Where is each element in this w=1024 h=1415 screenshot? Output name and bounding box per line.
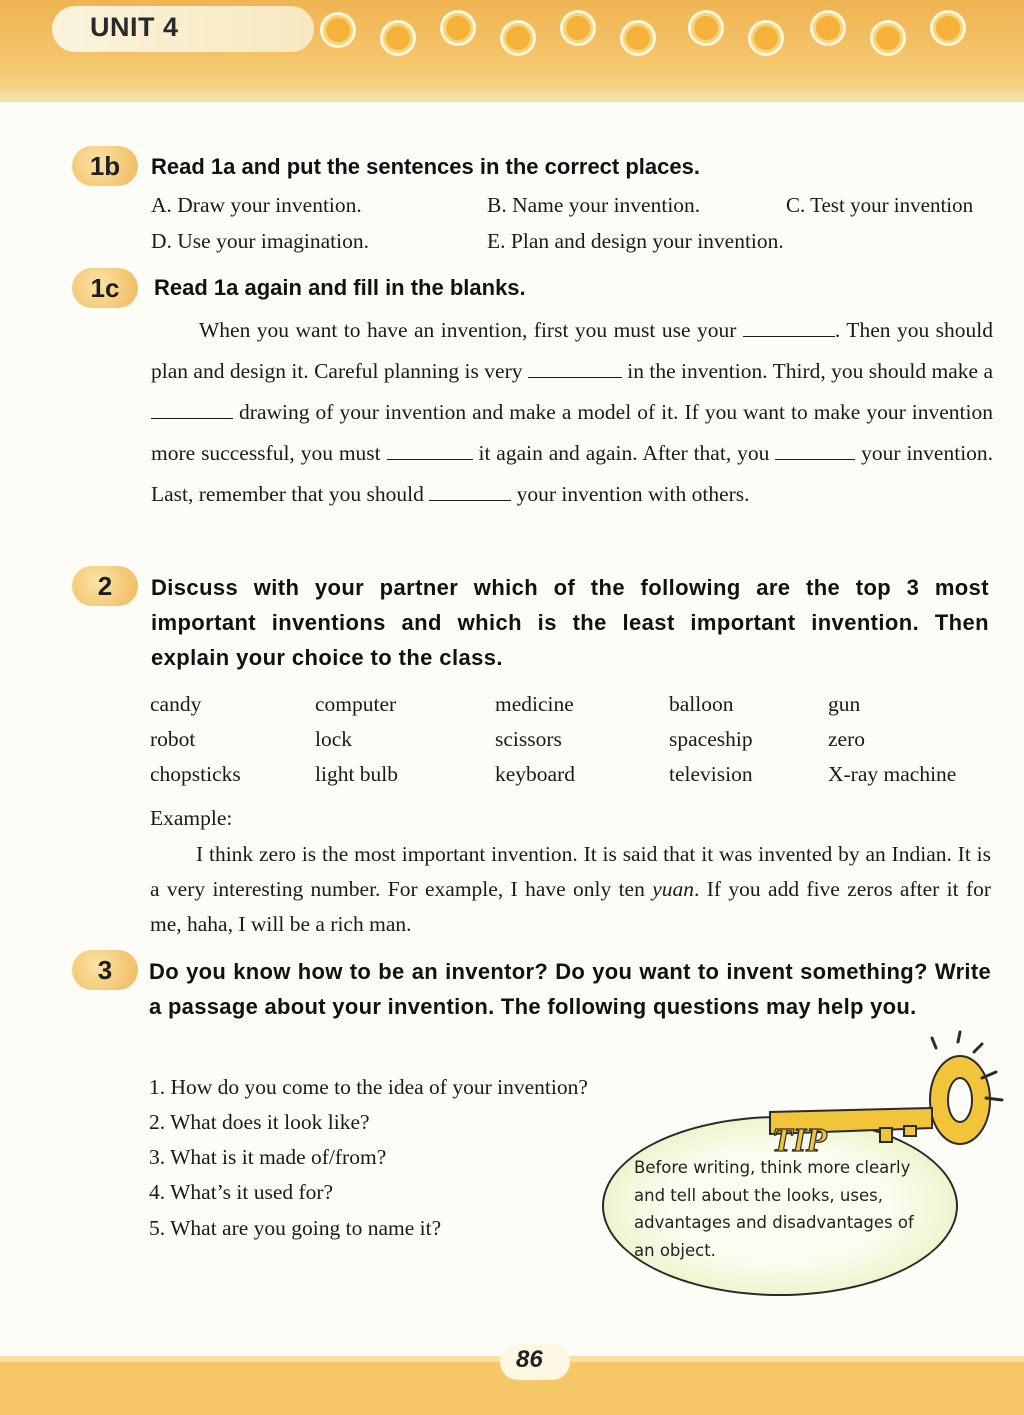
word-item: medicine — [495, 692, 574, 716]
tip-text: Before writing, think more clearly and tell about the looks, uses, advantages and disadvantages of an object. — [634, 1158, 914, 1260]
option-c: C. Test your invention — [786, 193, 974, 217]
word-item: X-ray machine — [828, 762, 957, 786]
option-a: A. Draw your invention. — [151, 193, 362, 217]
section-badge-1c: 1c — [72, 268, 138, 308]
question-item: 3. What is it made of/from? — [149, 1145, 387, 1169]
word-item: keyboard — [495, 762, 575, 786]
word-item: television — [669, 762, 753, 786]
header-stripe — [0, 92, 1024, 102]
word-item: robot — [150, 727, 196, 751]
decor-dot — [930, 10, 966, 46]
blank — [387, 441, 473, 460]
section-heading-2: Discuss with your partner which of the following are the top 3 most important inventions and which is the least important invention. Then explain your choice to the class. — [151, 575, 989, 670]
section-heading-1c: Read 1a again and fill in the blanks. — [154, 275, 526, 300]
blank — [528, 359, 622, 378]
option-e: E. Plan and design your invention. — [487, 229, 784, 253]
word-item: balloon — [669, 692, 734, 716]
section-badge-3: 3 — [72, 950, 138, 990]
paragraph-text: in the invention. Third, you should make a — [627, 359, 994, 383]
section-badge-2: 2 — [72, 566, 138, 606]
word-item: candy — [150, 692, 202, 716]
decor-dot — [440, 10, 476, 46]
option-b: B. Name your invention. — [487, 193, 701, 217]
blank — [429, 482, 511, 501]
fill-in-paragraph — [151, 310, 993, 515]
word-item: chopsticks — [150, 762, 241, 786]
unit-label: UNIT 4 — [90, 12, 179, 42]
word-item: gun — [828, 692, 861, 716]
paragraph-text: your invention with others. — [516, 482, 750, 506]
section-heading-1b: Read 1a and put the sentences in the correct places. — [151, 154, 700, 179]
word-item: computer — [315, 692, 397, 716]
word-item: spaceship — [669, 727, 753, 751]
decor-dot — [688, 10, 724, 46]
paragraph-text: . Then you should plan and design it. Careful planning is very — [151, 318, 993, 383]
word-item: lock — [315, 727, 353, 751]
decor-dot — [560, 10, 596, 46]
blank — [775, 441, 855, 460]
paragraph-text: When you want to have an invention, first you must use your — [199, 318, 737, 342]
blank — [151, 400, 233, 419]
word-item: zero — [828, 727, 865, 751]
paragraph-text: it again and again. After that, you — [478, 441, 770, 465]
question-item: 5. What are you going to name it? — [149, 1216, 442, 1240]
question-item: 2. What does it look like? — [149, 1110, 370, 1134]
page-number: 86 — [516, 1346, 543, 1373]
example-text: . If you add five zeros after it for me, haha, I will be a rich man. — [150, 877, 992, 936]
tip-title: TIP — [772, 1122, 827, 1159]
word-item: light bulb — [315, 762, 399, 786]
section-badge-1b: 1b — [72, 146, 138, 186]
decor-dot — [870, 20, 906, 56]
example-paragraph — [150, 837, 991, 942]
decor-dot — [500, 20, 536, 56]
question-item: 1. How do you come to the idea of your invention? — [149, 1075, 588, 1099]
paragraph-text: your invention. Last, remember that you should — [151, 441, 994, 506]
example-italic: yuan — [652, 877, 695, 901]
word-item: scissors — [495, 727, 562, 751]
example-label: Example: — [150, 806, 233, 830]
blank — [743, 318, 835, 337]
decor-dot — [620, 20, 656, 56]
paragraph-text: drawing of your invention and make a model of it. If you want to make your invention more successful, you must — [151, 400, 994, 465]
decor-dot — [810, 10, 846, 46]
decor-dot — [748, 20, 784, 56]
decor-dot — [320, 12, 356, 48]
section-heading-3: Do you know how to be an inventor? Do you want to invent something? Write a passage about your invention. The following questions may help you. — [149, 959, 991, 1019]
decor-dot — [380, 20, 416, 56]
question-item: 4. What’s it used for? — [149, 1180, 334, 1204]
option-d: D. Use your imagination. — [151, 229, 369, 253]
example-text: I think zero is the most important invention. It is said that it was invented by an Indian. It is a very interesting number. For example, I have only ten — [150, 842, 991, 901]
